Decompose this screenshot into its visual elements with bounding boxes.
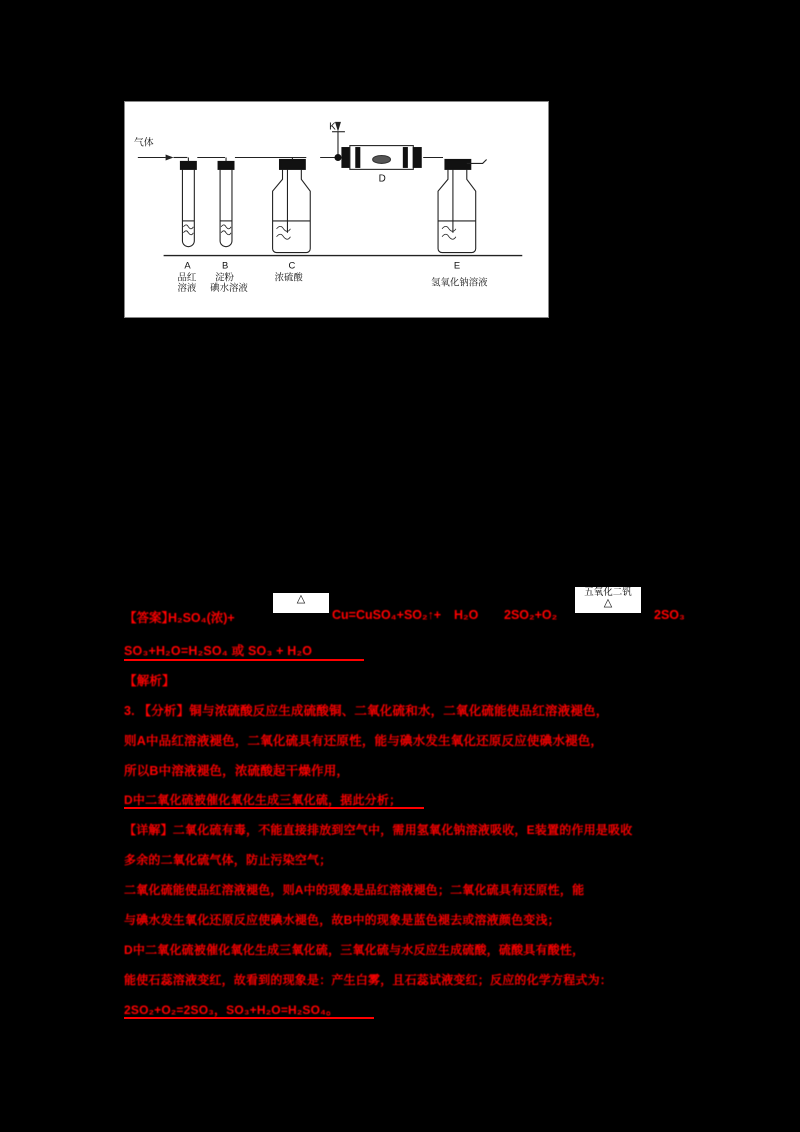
answer-prefix: 【答案】 — [124, 611, 175, 625]
condition-box-heat-1 — [272, 592, 330, 614]
paragraph-line-2: 则A中品红溶液褪色，二氧化硫具有还原性，能与碘水发生氧化还原反应使碘水褪色， — [124, 734, 604, 748]
figure-valve-label: K — [329, 121, 336, 133]
paragraph-line-4: D中二氧化硫被催化氧化生成三氧化硫，据此分析； — [124, 793, 402, 807]
triangle-symbol-2: △ — [603, 596, 613, 609]
paragraph-line-6: 多余的二氧化硫气体，防止污染空气； — [124, 853, 332, 867]
paragraph-line-1: 3. 【分析】铜与浓硫酸反应生成硫酸铜、二氧化硫和水，二氧化硫能使品红溶液褪色， — [124, 704, 609, 718]
svg-text:氢氧化钠溶液: 氢氧化钠溶液 — [431, 276, 488, 288]
figure-B-letter: B — [222, 259, 229, 271]
equation-segment-2: Cu=CuSO₄+SO₂↑+ — [332, 608, 442, 622]
paragraph-line-8: 与碘水发生氧化还原反应使碘水褪色，故B中的现象是蓝色褪去或溶液颜色变浅； — [124, 913, 560, 927]
paragraph-underline-1 — [124, 807, 424, 809]
condition-box-catalyst — [574, 586, 642, 614]
paragraph-line-7: 二氧化硫能使品红溶液褪色，则A中的现象是品红溶液褪色；二氧化硫具有还原性，能 — [124, 883, 585, 897]
paragraph-line-9: D中二氧化硫被催化氧化生成三氧化硫，三氧化硫与水反应生成硫酸，硫酸具有酸性， — [124, 943, 585, 957]
experiment-figure-panel — [124, 101, 549, 318]
equation-segment-1: H₂SO₄(浓)+ — [168, 611, 235, 625]
analysis-heading: 【解析】 — [124, 674, 175, 688]
figure-A-letter: A — [184, 259, 191, 271]
apparatus-svg — [125, 102, 548, 317]
equation-segment-5: 2SO₃ — [654, 608, 685, 622]
equation-segment-4: 2SO₂+O₂ — [504, 608, 558, 622]
equation-segment-3: H₂O — [454, 608, 479, 622]
paragraph-line-10: 能使石蕊溶液变红，故看到的现象是：产生白雾，且石蕊试液变红；反应的化学方程式为： — [124, 973, 613, 987]
figure-inlet-label: 气体 — [133, 137, 154, 149]
paragraph-underline-2 — [124, 1017, 374, 1019]
svg-text:淀粉: 淀粉 — [215, 271, 234, 283]
svg-text:碘水溶液: 碘水溶液 — [210, 282, 248, 294]
device-D — [342, 146, 421, 170]
figure-D-label: D — [378, 173, 386, 185]
equation-underline — [124, 659, 364, 661]
catalyst-label: 五氧化二钒 — [584, 587, 632, 598]
equation-line-2: SO₃+H₂O=H₂SO₄ 或 SO₃ + H₂O — [124, 644, 313, 658]
svg-text:品红: 品红 — [177, 271, 197, 283]
answer-equation-line — [124, 587, 685, 628]
paragraph-line-11: 2SO₂+O₂=2SO₃，SO₃+H₂O=H₂SO₄。 — [124, 1003, 339, 1017]
figure-E-letter: E — [453, 259, 461, 271]
triangle-symbol-1: △ — [296, 593, 306, 605]
paragraph-line-3: 所以B中溶液褪色，浓硫酸起干燥作用， — [124, 764, 350, 778]
svg-text:溶液: 溶液 — [177, 282, 197, 294]
figure-C-letter: C — [288, 259, 296, 271]
paragraph-line-5: 【详解】二氧化硫有毒，不能直接排放到空气中，需用氢氧化钠溶液吸收，E装置的作用是吸收 — [124, 823, 633, 837]
svg-text:浓硫酸: 浓硫酸 — [274, 271, 303, 283]
